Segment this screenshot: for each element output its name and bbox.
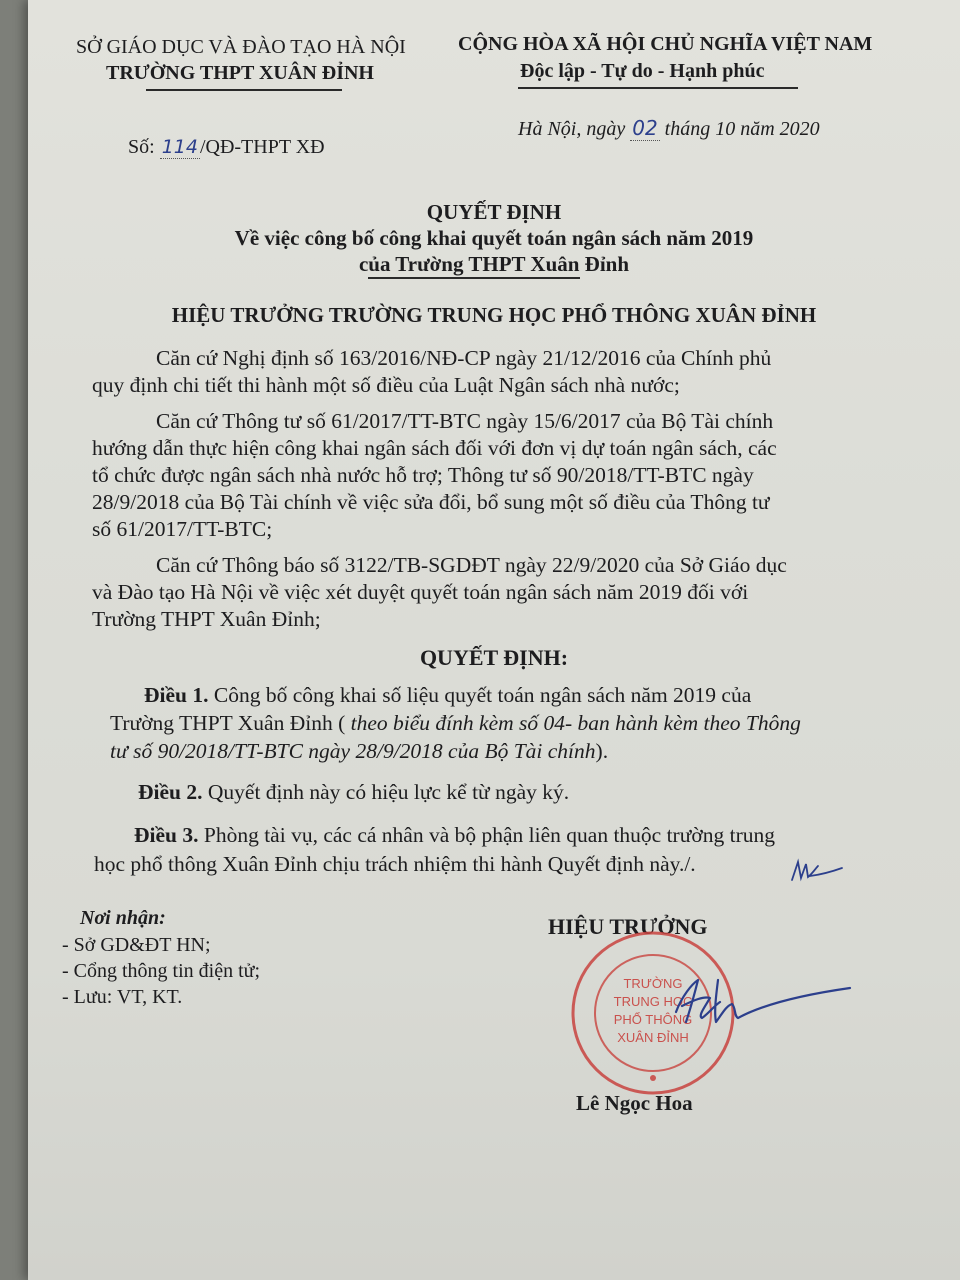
basis-1-line-1: Căn cứ Nghị định số 163/2016/NĐ-CP ngày 21/12/2016 của Chính phủ <box>156 346 772 370</box>
seal-line-4: XUÂN ĐỈNH <box>617 1030 689 1045</box>
decision-subject-line2: của Trường THPT Xuân Đỉnh <box>358 252 630 276</box>
school-name: TRƯỜNG THPT XUÂN ĐỈNH <box>106 62 374 84</box>
date-suffix: tháng 10 năm 2020 <box>664 118 820 140</box>
signatory-title: HIỆU TRƯỞNG <box>548 914 708 939</box>
decision-subject-line1: Về việc công bố công khai quyết toán ngân sách năm 2019 <box>234 226 754 250</box>
article-2 <box>138 780 569 806</box>
motto-underline <box>518 87 798 89</box>
number-label: Số: <box>128 136 155 158</box>
basis-2-line-2: hướng dẫn thực hiện công khai ngân sách đối với đơn vị dự toán ngân sách, các <box>92 436 777 460</box>
national-motto: Độc lập - Tự do - Hạnh phúc <box>520 60 765 82</box>
title-underline <box>368 277 580 279</box>
decision-heading: QUYẾT ĐỊNH: <box>419 645 569 670</box>
recipient-item: - Sở GD&ĐT HN; <box>62 934 211 956</box>
issuing-authority: HIỆU TRƯỞNG TRƯỜNG TRUNG HỌC PHỔ THÔNG XUÂN ĐỈNH <box>171 303 817 327</box>
recipients-heading: Nơi nhận: <box>80 907 166 929</box>
basis-2-line-1: Căn cứ Thông tư số 61/2017/TT-BTC ngày 15/6/2017 của Bộ Tài chính <box>156 409 774 433</box>
decision-title: QUYẾT ĐỊNH <box>426 200 562 224</box>
article-2-text: Quyết định này có hiệu lực kể từ ngày ký. <box>207 780 570 804</box>
seal-line-3: PHỔ THÔNG <box>613 1012 693 1027</box>
ministry-name: SỞ GIÁO DỤC VÀ ĐÀO TẠO HÀ NỘI <box>76 36 406 58</box>
recipient-item: - Lưu: VT, KT. <box>62 986 183 1008</box>
article-1-circular: tư số 90/2018/TT-BTC ngày 28/9/2018 của Bộ Tài chính <box>110 739 596 763</box>
article-1-school: Trường THPT Xuân Đỉnh ( <box>110 711 351 735</box>
day-handwritten: 02 <box>632 116 658 140</box>
basis-2-line-4: 28/9/2018 của Bộ Tài chính về việc sửa đổi, bổ sung một số điều của Thông tư <box>92 490 770 514</box>
basis-3-line-2: và Đào tạo Hà Nội về việc xét duyệt quyết toán ngân sách năm 2019 đối với <box>92 580 749 604</box>
article-1-label: Điều 1. <box>144 683 209 707</box>
initials-mark <box>788 858 848 884</box>
article-1-appendix: theo biểu đính kèm số 04- ban hành kèm theo Thông <box>350 711 801 735</box>
school-underline <box>146 89 342 91</box>
signatory-name: Lê Ngọc Hoa <box>576 1091 693 1115</box>
basis-3-line-1: Căn cứ Thông báo số 3122/TB-SGDĐT ngày 22/9/2020 của Sở Giáo dục <box>156 553 787 577</box>
basis-2-line-3: tổ chức được ngân sách nhà nước hỗ trợ; Thông tư số 90/2018/TT-BTC ngày <box>92 463 754 487</box>
handwritten-signature <box>664 966 854 1036</box>
basis-3-line-3: Trường THPT Xuân Đỉnh; <box>92 607 321 631</box>
seal-line-1: TRƯỜNG <box>623 976 683 991</box>
article-3-line-2: học phổ thông Xuân Đỉnh chịu trách nhiệm thi hành Quyết định này./. <box>94 852 696 876</box>
article-2-label: Điều 2. <box>138 780 203 804</box>
document-number <box>128 136 325 159</box>
article-3-label: Điều 3. <box>134 823 199 847</box>
issue-date <box>518 116 820 141</box>
article-1-line-1 <box>144 683 751 709</box>
date-prefix: Hà Nội, ngày <box>518 118 626 140</box>
number-suffix: /QĐ-THPT XĐ <box>199 136 325 158</box>
article-1-line-3 <box>110 739 608 765</box>
article-1-line-2 <box>110 711 801 737</box>
document-page <box>28 0 960 1280</box>
basis-2-line-5: số 61/2017/TT-BTC; <box>92 517 273 541</box>
seal-line-2: TRUNG HỌC <box>613 994 693 1009</box>
recipient-item: - Cổng thông tin điện tử; <box>62 960 261 982</box>
article-3-line-1 <box>134 823 775 849</box>
article-1-end: ). <box>595 739 609 763</box>
country-name: CỘNG HÒA XÃ HỘI CHỦ NGHĨA VIỆT NAM <box>458 33 873 55</box>
article-3-text: Phòng tài vụ, các cá nhân và bộ phận liên quan thuộc trường trung <box>203 823 776 847</box>
basis-1-line-2: quy định chi tiết thi hành một số điều của Luật Ngân sách nhà nước; <box>92 373 680 397</box>
number-handwritten: 114 <box>161 136 198 158</box>
article-1-text: Công bố công khai số liệu quyết toán ngân sách năm 2019 của <box>213 683 752 707</box>
